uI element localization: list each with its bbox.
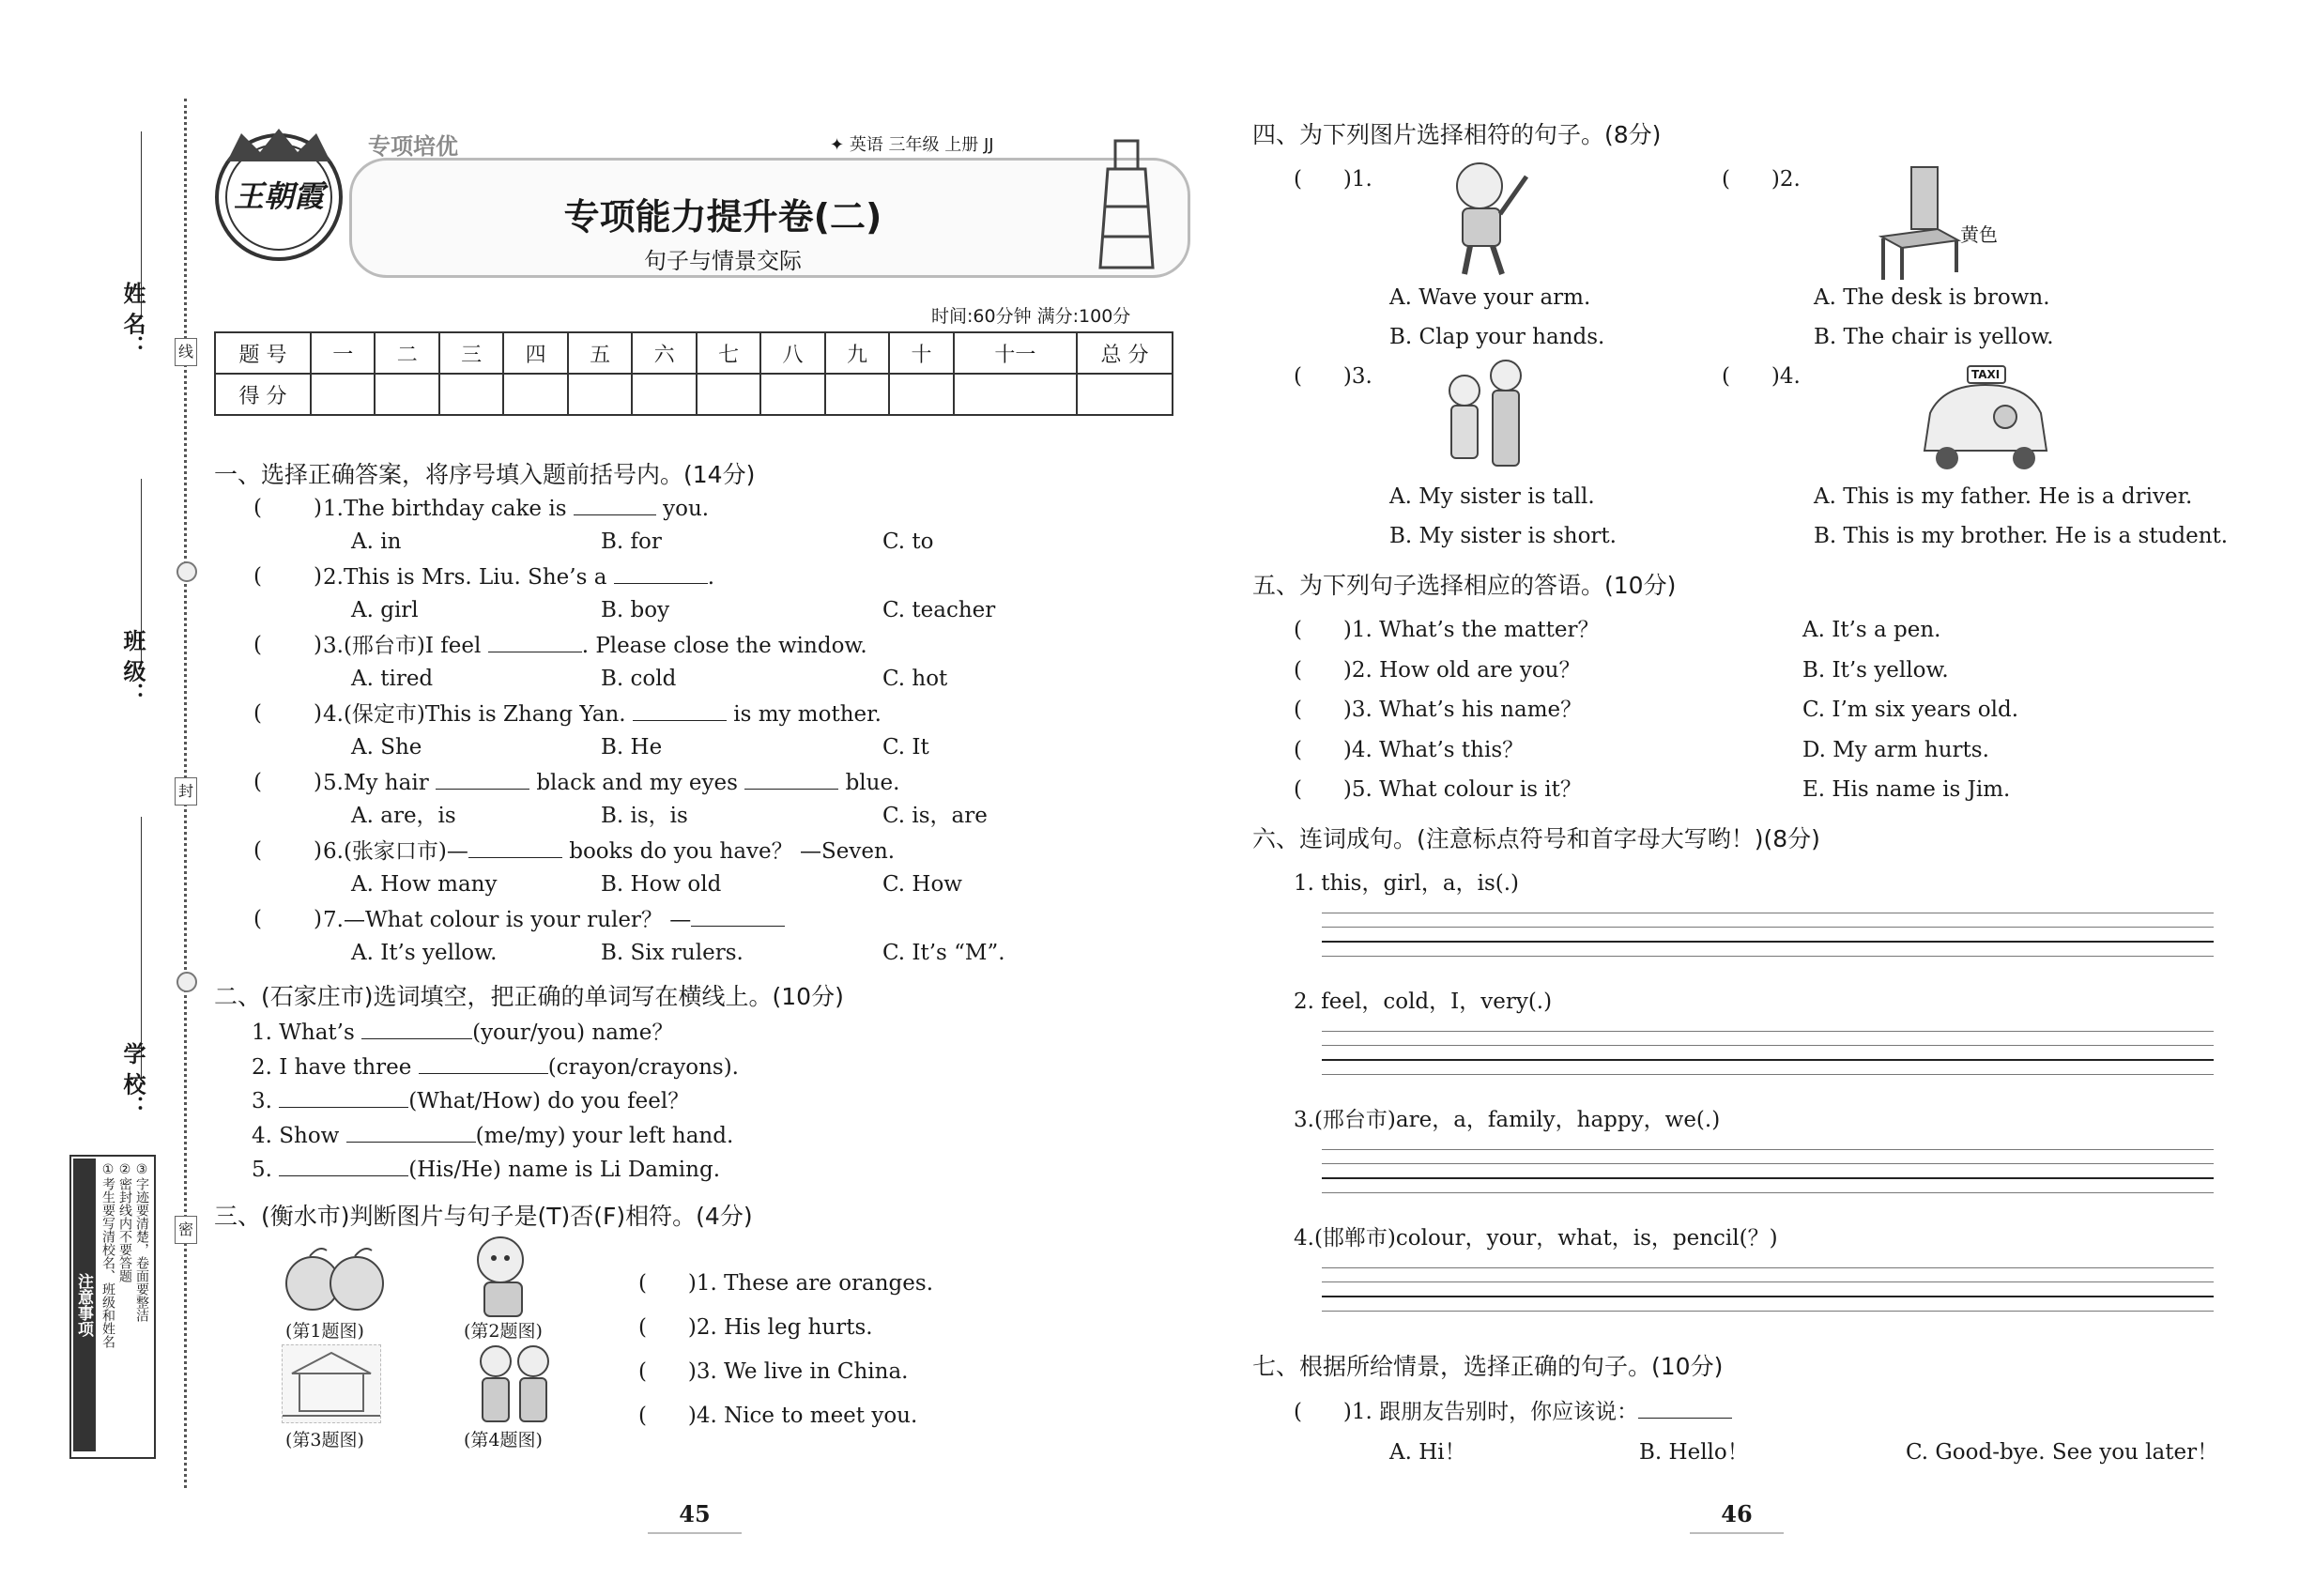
table-cell: 四: [503, 332, 567, 374]
fill-text: name？: [591, 1021, 674, 1045]
picture-caption: (第1题图): [285, 1321, 364, 1342]
section2-heading: 二、(石家庄市)选词填空，把正确的单词写在横线上。(10分): [214, 983, 844, 1010]
match-question: [1294, 775, 1600, 816]
answer-blank[interactable]: [574, 494, 656, 515]
score-cell[interactable]: [632, 374, 696, 415]
table-cell: 五: [568, 332, 632, 374]
table-cell: 六: [632, 332, 696, 374]
boy-waving-picture: [1433, 158, 1545, 280]
answer-paren-close: ): [314, 838, 322, 863]
option-c: C. is，are: [882, 804, 988, 828]
question-text: 4. What’s this？: [1351, 737, 1525, 762]
answer-paren-open[interactable]: (: [253, 838, 262, 863]
answer-paren-close: ): [314, 564, 322, 589]
question-stem: [323, 699, 882, 729]
score-table: [214, 331, 1173, 416]
option-b: B. for: [601, 529, 662, 554]
match-answer: E. His name is Jim.: [1802, 777, 2011, 802]
answer-paren-open[interactable]: (: [253, 633, 262, 657]
option-c: C. teacher: [882, 598, 996, 622]
section5-heading: 五、为下列句子选择相应的答语。(10分): [1252, 572, 1677, 599]
answer-paren-open[interactable]: (: [253, 701, 262, 726]
score-table-score-row: [215, 374, 1173, 415]
notice-item: ①考生要写清校名、班级和姓名: [100, 1162, 115, 1348]
question-stem: [323, 494, 709, 523]
item-number: 1.: [1351, 167, 1372, 192]
class-label: 班 级：: [119, 629, 146, 705]
question-text: .: [707, 565, 715, 590]
page-number-right: 46: [1721, 1500, 1753, 1527]
question-stem: [323, 562, 714, 591]
choice-paren[interactable]: ( ): [1294, 1400, 1352, 1424]
building-icon: [283, 1345, 380, 1422]
option-a: A. She: [351, 735, 422, 760]
score-cell[interactable]: [311, 374, 375, 415]
table-cell: 九: [825, 332, 889, 374]
writing-lines[interactable]: [1322, 1018, 2214, 1075]
option-a: A. are，is: [351, 804, 456, 828]
notice-title: 注意事项: [73, 1159, 96, 1451]
china-scene-picture: [282, 1344, 381, 1423]
fill-text: 2. I have three: [252, 1054, 412, 1080]
kids-icon: [468, 1341, 561, 1427]
answer-blank[interactable]: [744, 768, 838, 790]
option-b: B. My sister is short.: [1389, 524, 1617, 548]
picture-caption: (第4题图): [464, 1430, 543, 1450]
fill-options: (crayon/crayons).: [547, 1054, 739, 1080]
question-text: 5. What colour is it？: [1351, 777, 1582, 802]
question-number: 7.: [323, 908, 344, 932]
question-number: 4.: [323, 702, 344, 727]
option-a: A. The desk is brown.: [1814, 285, 2050, 310]
question-text: blue.: [845, 771, 900, 795]
fill-text: 3.: [252, 1089, 272, 1113]
item-number: 2.: [1779, 167, 1801, 192]
boy-icon: [458, 1232, 552, 1322]
picture-caption: (第3题图): [285, 1430, 364, 1450]
option-b: B. is，is: [601, 804, 688, 828]
table-cell: 十: [889, 332, 953, 374]
tf-statement: 2. His leg hurts.: [696, 1315, 873, 1340]
option-a: A. It’s yellow.: [351, 941, 498, 965]
option-a: A. Hi！: [1389, 1440, 1466, 1465]
answer-paren-open[interactable]: (: [253, 496, 262, 520]
brand-logo: [208, 124, 349, 265]
lighthouse-icon: [1080, 131, 1173, 272]
fill-text: name is Li Daming.: [508, 1158, 721, 1182]
option-c: C. How: [882, 872, 962, 897]
table-cell: 得 分: [215, 374, 311, 415]
fill-item: [252, 1018, 739, 1052]
score-cell[interactable]: [568, 374, 632, 415]
option-b: B. Six rulers.: [601, 941, 744, 965]
answer-paren-close: ): [314, 496, 322, 520]
match-question: [1294, 696, 1600, 736]
reorder-prompt: 2. feel，cold，I，very(.): [1294, 990, 1553, 1014]
boy-picture: [458, 1232, 552, 1322]
page-number-decor: [1690, 1532, 1784, 1534]
answer-paren-open[interactable]: (: [253, 564, 262, 589]
score-cell[interactable]: [954, 374, 1077, 415]
choice-paren[interactable]: ( )1.: [1294, 167, 1372, 192]
option-c: C. It’s “M”.: [882, 941, 1005, 965]
option-a: A. How many: [351, 872, 498, 897]
orange-icon: [282, 1241, 385, 1316]
question-text: you.: [663, 497, 710, 521]
cut-mark-mi: 密: [175, 1216, 197, 1244]
question-text: This is Mrs. Liu. She’s a: [343, 565, 607, 590]
page-subtitle: 句子与情景交际: [644, 248, 802, 274]
question-item: [214, 494, 1200, 562]
section4-heading: 四、为下列图片选择相符的句子。(8分): [1252, 121, 1662, 148]
tf-statements: [638, 1269, 933, 1446]
question-number: 3.: [323, 634, 344, 658]
item-number: 3.: [1351, 364, 1372, 389]
score-cell[interactable]: [825, 374, 889, 415]
answer-blank[interactable]: [468, 836, 562, 858]
question-text: books do you have？ —Seven.: [569, 839, 896, 864]
match-answer: B. It’s yellow.: [1802, 657, 1949, 683]
question-number: 5.: [323, 771, 344, 795]
table-cell: 总 分: [1077, 332, 1173, 374]
question-text: 2. How old are you？: [1351, 657, 1581, 683]
section5-answers: [1802, 616, 2018, 816]
match-question: [1294, 616, 1600, 656]
fill-options: (His/He): [408, 1158, 501, 1182]
question-item: [214, 768, 1200, 836]
question-stem: [323, 905, 785, 934]
table-cell: 八: [760, 332, 824, 374]
section6-heading: 六、连词成句。(注意标点符号和首字母大写哟！)(8分): [1252, 825, 1820, 852]
page-title: 专项能力提升卷(二): [563, 196, 882, 238]
fill-item: [252, 1121, 739, 1156]
option-a: A. tired: [351, 667, 434, 691]
fill-text: 4. Show: [252, 1123, 340, 1148]
fill-text: 5.: [252, 1158, 272, 1182]
answer-blank[interactable]: [488, 631, 582, 652]
tf-paren[interactable]: ( ): [638, 1404, 697, 1428]
question-item: [214, 836, 1200, 905]
answer-paren-close: ): [314, 770, 322, 794]
section3-heading: 三、(衡水市)判断图片与句子是(T)否(F)相符。(4分): [214, 1203, 753, 1230]
fill-item: [252, 1052, 739, 1087]
option-b: B. Hello！: [1639, 1440, 1749, 1465]
notice-item: ③字迹要清楚，卷面要整洁: [134, 1162, 149, 1322]
option-a: A. in: [351, 529, 402, 554]
question-item: [214, 562, 1200, 631]
option-b: B. This is my brother. He is a student.: [1814, 524, 2229, 548]
fill-options: (me/my): [475, 1123, 566, 1148]
oranges-picture: [282, 1241, 385, 1316]
reorder-prompt: 3.(邢台市)are，a，family，happy，we(.): [1294, 1108, 1721, 1132]
fill-text: your left hand.: [572, 1123, 734, 1148]
tf-paren[interactable]: ( ): [638, 1315, 697, 1340]
question-item: [214, 699, 1200, 768]
table-cell: 一: [311, 332, 375, 374]
answer-paren-close: ): [314, 907, 322, 931]
choice-paren[interactable]: ( )2.: [1722, 167, 1801, 192]
table-cell: 七: [697, 332, 760, 374]
score-cell[interactable]: [1077, 374, 1173, 415]
question-item: [214, 905, 1200, 974]
sisters-picture: [1436, 357, 1540, 479]
tf-item: [638, 1269, 933, 1313]
fill-text: do you feel？: [547, 1089, 690, 1113]
question-number: 6.: [323, 839, 344, 864]
option-a: A. My sister is tall.: [1389, 484, 1595, 509]
option-a: A. Wave your arm.: [1389, 285, 1591, 310]
option-c: C. hot: [882, 667, 948, 691]
question-text: (保定市)This is Zhang Yan.: [343, 702, 626, 727]
question-text: —What colour is your ruler？ —: [343, 908, 692, 932]
score-cell[interactable]: [375, 374, 438, 415]
binding-hole-icon: [176, 561, 197, 582]
fill-options: (What/How): [408, 1089, 541, 1113]
time-score: 时间:60分钟 满分:100分: [931, 306, 1131, 327]
tf-item: [638, 1358, 933, 1402]
question-stem: [323, 836, 895, 866]
match-answer: C. I’m six years old.: [1802, 698, 2019, 722]
choice-paren[interactable]: ( )3.: [1294, 364, 1372, 389]
match-question: [1294, 736, 1600, 776]
sisters-icon: [1436, 357, 1540, 479]
situation-question: [1294, 1397, 1732, 1426]
notice-item: ②密封线内不要答题: [117, 1162, 132, 1282]
option-c: C. to: [882, 529, 934, 554]
answer-paren-close: ): [314, 633, 322, 657]
answer-paren-close: ): [314, 701, 322, 726]
writing-lines[interactable]: [1322, 1254, 2214, 1312]
answer-blank[interactable]: [436, 768, 529, 790]
brand-name: 王朝霞: [233, 178, 324, 214]
answer-blank[interactable]: [614, 562, 708, 584]
question-text: (张家口市)—: [343, 839, 468, 864]
reorder-prompt: 4.(邯郸市)colour，your，what，is，pencil(？): [1294, 1226, 1778, 1251]
question-text: The birthday cake is: [343, 497, 567, 521]
question-text: black and my eyes: [536, 771, 738, 795]
option-c: C. It: [882, 735, 929, 760]
option-c: C. Good-bye. See you later！: [1906, 1440, 2219, 1465]
cut-mark-feng: 封: [175, 777, 197, 806]
score-cell[interactable]: [760, 374, 824, 415]
answer-blank[interactable]: [419, 1052, 548, 1074]
table-cell: 三: [439, 332, 503, 374]
question-text: My hair: [343, 771, 429, 795]
match-paren[interactable]: ( ): [1294, 618, 1352, 642]
name-label: 姓 名：: [119, 282, 146, 358]
answer-blank[interactable]: [1638, 1397, 1732, 1419]
question-text: 1. What’s the matter？: [1351, 618, 1600, 642]
option-b: B. Clap your hands.: [1389, 325, 1605, 349]
notice-box: [69, 1155, 156, 1459]
match-paren[interactable]: ( ): [1294, 737, 1352, 762]
fill-text: 1. What’s: [252, 1021, 355, 1045]
question-number: 1.: [323, 497, 344, 521]
match-paren[interactable]: ( ): [1294, 698, 1352, 722]
tf-statement: 4. Nice to meet you.: [696, 1404, 918, 1428]
binding-hole-icon: [176, 972, 197, 992]
score-table-header-row: [215, 332, 1173, 374]
section2-items: [252, 1018, 739, 1189]
question-stem: [323, 631, 867, 660]
question-text: 3. What’s his name？: [1351, 698, 1583, 722]
taxi-picture: [1915, 361, 2056, 479]
table-cell: 题 号: [215, 332, 311, 374]
match-question: [1294, 656, 1600, 697]
option-a: A. This is my father. He is a driver.: [1814, 484, 2193, 509]
option-b: B. boy: [601, 598, 670, 622]
writing-lines[interactable]: [1322, 1136, 2214, 1193]
taxi-sign: TAXI: [1971, 368, 2001, 381]
page-number-left: 45: [679, 1500, 711, 1527]
match-answer: D. My arm hurts.: [1802, 737, 1989, 762]
page-number-decor: [648, 1532, 742, 1534]
question-text: . Please close the window.: [581, 634, 867, 658]
fill-item: [252, 1086, 739, 1121]
question-item: [214, 631, 1200, 699]
tf-paren[interactable]: ( ): [638, 1271, 697, 1296]
waving-boy-icon: [1433, 158, 1545, 280]
answer-blank[interactable]: [279, 1155, 408, 1176]
choice-paren[interactable]: ( )4.: [1722, 364, 1801, 389]
table-cell: 二: [375, 332, 438, 374]
section7-heading: 七、根据所给情景，选择正确的句子。(10分): [1252, 1353, 1724, 1380]
score-cell[interactable]: [439, 374, 503, 415]
table-cell: 十一: [954, 332, 1077, 374]
section1-heading: 一、选择正确答案，将序号填入题前括号内。(14分): [214, 461, 756, 488]
subject-info: ✦ 英语 三年级 上册 JJ: [830, 135, 994, 155]
fill-options: (your/you): [472, 1021, 586, 1045]
writing-lines[interactable]: [1322, 899, 2214, 957]
tf-statement: 3. We live in China.: [696, 1359, 909, 1384]
subject-info-text: 英语 三年级 上册 JJ: [849, 135, 994, 155]
question-number: 2.: [323, 565, 344, 590]
option-b: B. The chair is yellow.: [1814, 325, 2054, 349]
question-text: (邢台市)I feel: [343, 634, 482, 658]
picture-label: 黄色: [1960, 223, 1998, 246]
section1-questions: [214, 494, 1200, 974]
picture-caption: (第2题图): [464, 1321, 543, 1342]
reorder-prompt: 1. this，girl，a，is(.): [1294, 871, 1520, 896]
section5-questions: [1294, 616, 1600, 816]
match-answer: A. It’s a pen.: [1802, 618, 1941, 642]
answer-blank[interactable]: [279, 1086, 408, 1108]
score-cell[interactable]: [697, 374, 760, 415]
two-kids-picture: [468, 1341, 561, 1427]
fill-item: [252, 1155, 739, 1189]
score-cell[interactable]: [503, 374, 567, 415]
school-write-line: [141, 817, 142, 1080]
option-b: B. cold: [601, 667, 677, 691]
option-a: A. girl: [351, 598, 419, 622]
item-number: 4.: [1779, 364, 1801, 389]
answer-paren-open[interactable]: (: [253, 770, 262, 794]
option-b: B. He: [601, 735, 663, 760]
school-label: 学 校：: [119, 1042, 146, 1118]
answer-blank[interactable]: [346, 1121, 476, 1143]
tf-item: [638, 1402, 933, 1446]
series-tag: 专项培优: [368, 133, 458, 160]
answer-paren-open[interactable]: (: [253, 907, 262, 931]
tf-statement: 1. These are oranges.: [696, 1271, 934, 1296]
answer-blank[interactable]: [361, 1018, 472, 1039]
answer-blank[interactable]: [691, 905, 785, 927]
match-paren[interactable]: ( ): [1294, 657, 1352, 683]
question-text: is my mother.: [733, 702, 882, 727]
match-paren[interactable]: ( ): [1294, 777, 1352, 802]
option-b: B. How old: [601, 872, 722, 897]
score-cell[interactable]: [889, 374, 953, 415]
question-text: 1. 跟朋友告别时，你应该说：: [1351, 1400, 1639, 1424]
tf-paren[interactable]: ( ): [638, 1359, 697, 1384]
cut-mark-xian: 线: [175, 338, 197, 366]
question-stem: [323, 768, 899, 797]
tf-item: [638, 1313, 933, 1358]
answer-blank[interactable]: [633, 699, 727, 721]
